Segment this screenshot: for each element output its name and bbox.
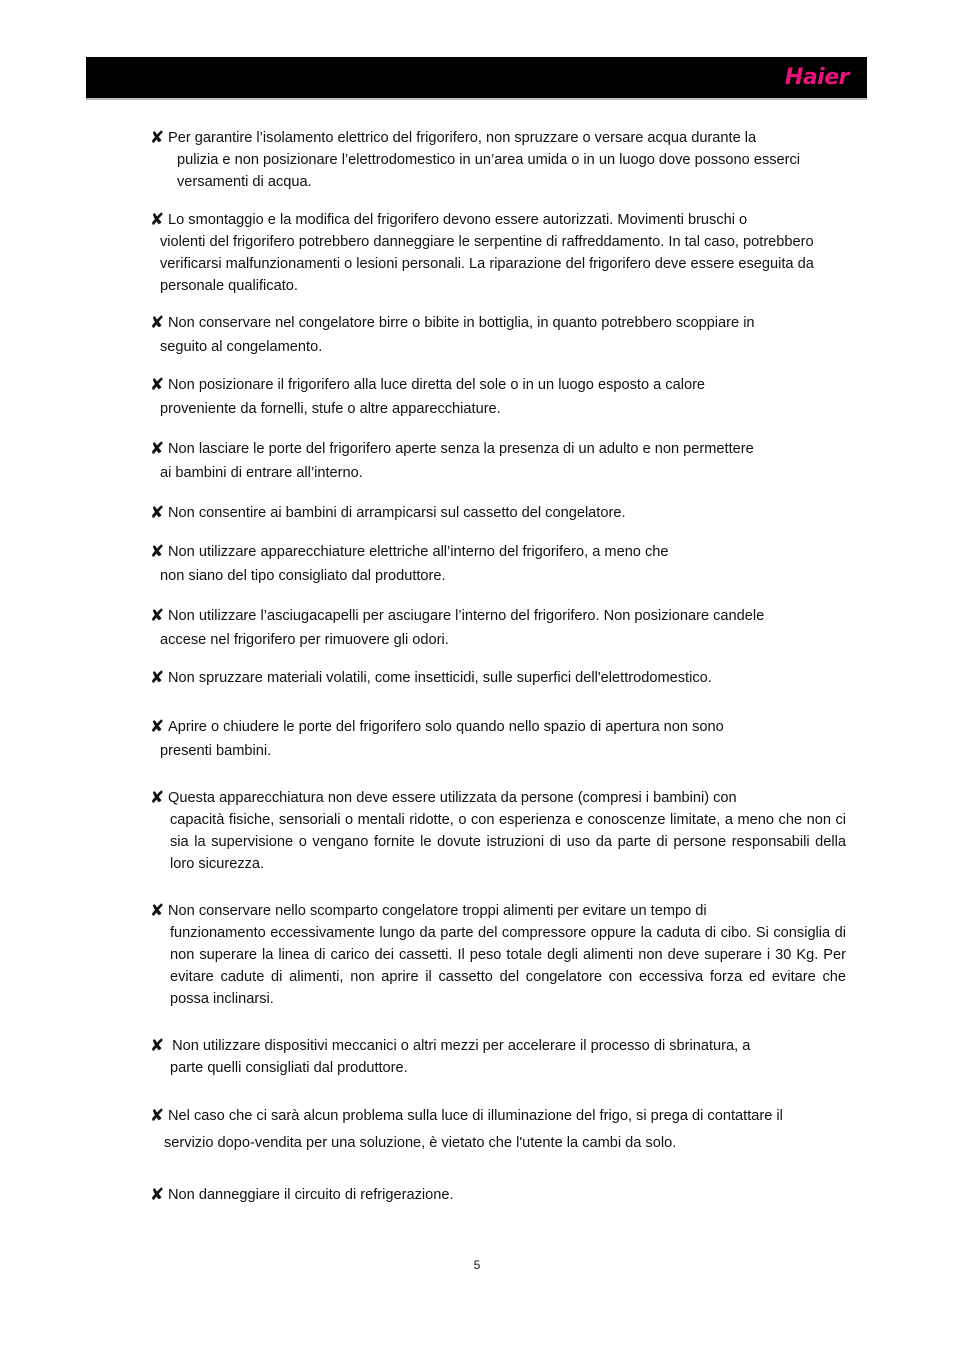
warning-text: Non posizionare il frigorifero alla luce diretta del sole o in un luogo esposto a calore [168, 377, 706, 393]
warning-text: Non conservare nello scomparto congelatore troppi alimenti per evitare un tempo di [168, 903, 707, 919]
warning-text: Lo smontaggio e la modifica del frigorifero devono essere autorizzati. Movimenti bruschi o [168, 212, 748, 228]
cross-icon: ✘ [150, 128, 165, 148]
warning-item [150, 502, 848, 524]
warning-item [150, 716, 846, 764]
warning-item [150, 438, 848, 486]
cross-icon: ✘ [150, 1106, 165, 1126]
warning-text-cont: accese nel frigorifero per rimuovere gli odori. [160, 632, 449, 648]
warning-text-cont: violenti del frigorifero potrebbero danneggiare le serpentine di raffreddamento. In tal caso, potrebbero verificarsi malfunzionamenti o lesioni personali. La riparazione del frigorifero deve essere eseguita da personale qualificato. [160, 234, 814, 294]
cross-icon: ✘ [150, 1185, 165, 1205]
warning-text: Non consentire ai bambini di arrampicarsi sul cassetto del congelatore. [168, 505, 626, 521]
warning-text: Non utilizzare dispositivi meccanici o altri mezzi per accelerare il processo di sbrinatura, a [172, 1038, 751, 1054]
warning-text: Per garantire l’isolamento elettrico del frigorifero, non spruzzare o versare acqua durante la [168, 130, 757, 146]
cross-icon: ✘ [150, 901, 165, 921]
cross-icon: ✘ [150, 1036, 165, 1056]
warning-text: Aprire o chiudere le porte del frigorifero solo quando nello spazio di apertura non sono [168, 719, 724, 735]
warning-text: Non spruzzare materiali volatili, come insetticidi, sulle superfici dell'elettrodomestico. [168, 670, 712, 686]
page-number: 5 [473, 1258, 481, 1272]
warning-item [150, 312, 848, 360]
warning-text-cont: pulizia e non posizionare l’elettrodomestico in un’area umida o in un luogo dove possono esserci versamenti di acqua. [177, 152, 801, 190]
cross-icon: ✘ [150, 210, 165, 230]
warning-item [150, 127, 848, 193]
cross-icon: ✘ [150, 606, 165, 626]
warning-text-cont: funzionamento eccessivamente lungo da parte del compressore oppure la caduta di cibo. Si consiglia di non superare la linea di carico dei cassetti. Il peso totale degli alimenti non deve superare i 30 Kg. Per evitare cadute di alimenti, non aprire il cassetto del congelatore con eccessiva forza ed evitare che possa inclinarsi. [170, 925, 846, 1007]
warning-item [150, 374, 848, 422]
cross-icon: ✘ [150, 542, 165, 562]
warning-text-cont: capacità fisiche, sensoriali o mentali ridotte, o con esperienza e conoscenze limitate, a meno che non ci sia la supervisione o vengano fornite le dovute istruzioni di uso da parte di persone responsabili della loro sicurezza. [170, 812, 846, 872]
warning-item [150, 900, 846, 1010]
warning-text-cont: parte quelli consigliati dal produttore. [170, 1060, 408, 1076]
warning-item [150, 667, 848, 689]
cross-icon: ✘ [150, 503, 165, 523]
warning-item [150, 787, 846, 875]
cross-icon: ✘ [150, 439, 165, 459]
warning-text-cont: proveniente da fornelli, stufe o altre apparecchiature. [160, 401, 501, 417]
cross-icon: ✘ [150, 313, 165, 333]
warning-item [150, 605, 848, 653]
haier-logo: Haier [784, 65, 849, 90]
warning-text-cont: servizio dopo-vendita per una soluzione, è vietato che l'utente la cambi da solo. [164, 1135, 677, 1151]
warning-text-cont: non siano del tipo consigliato dal produttore. [160, 568, 446, 584]
cross-icon: ✘ [150, 375, 165, 395]
warning-text: Non danneggiare il circuito di refrigerazione. [168, 1187, 454, 1203]
warning-item [150, 541, 848, 589]
warning-text-cont: seguito al congelamento. [160, 339, 323, 355]
cross-icon: ✘ [150, 788, 165, 808]
warning-text-cont: presenti bambini. [160, 743, 272, 759]
warning-text: Non utilizzare l’asciugacapelli per asciugare l’interno del frigorifero. Non posizionare candele [168, 608, 765, 624]
warning-text: Non utilizzare apparecchiature elettriche all’interno del frigorifero, a meno che [168, 544, 669, 560]
warning-text: Non lasciare le porte del frigorifero aperte senza la presenza di un adulto e non permettere [168, 441, 754, 457]
warning-item [150, 1105, 850, 1159]
warning-item [150, 209, 848, 297]
cross-icon: ✘ [150, 717, 165, 737]
cross-icon: ✘ [150, 668, 165, 688]
warning-text: Questa apparecchiatura non deve essere utilizzata da persone (compresi i bambini) con [168, 790, 737, 806]
warning-text: Nel caso che ci sarà alcun problema sulla luce di illuminazione del frigo, si prega di contattare il [168, 1108, 783, 1124]
warning-item [150, 1035, 846, 1079]
warning-text-cont: ai bambini di entrare all’interno. [160, 465, 363, 481]
warning-item [150, 1184, 848, 1206]
header-bar [86, 57, 867, 98]
warning-text: Non conservare nel congelatore birre o bibite in bottiglia, in quanto potrebbero scoppiare in [168, 315, 755, 331]
